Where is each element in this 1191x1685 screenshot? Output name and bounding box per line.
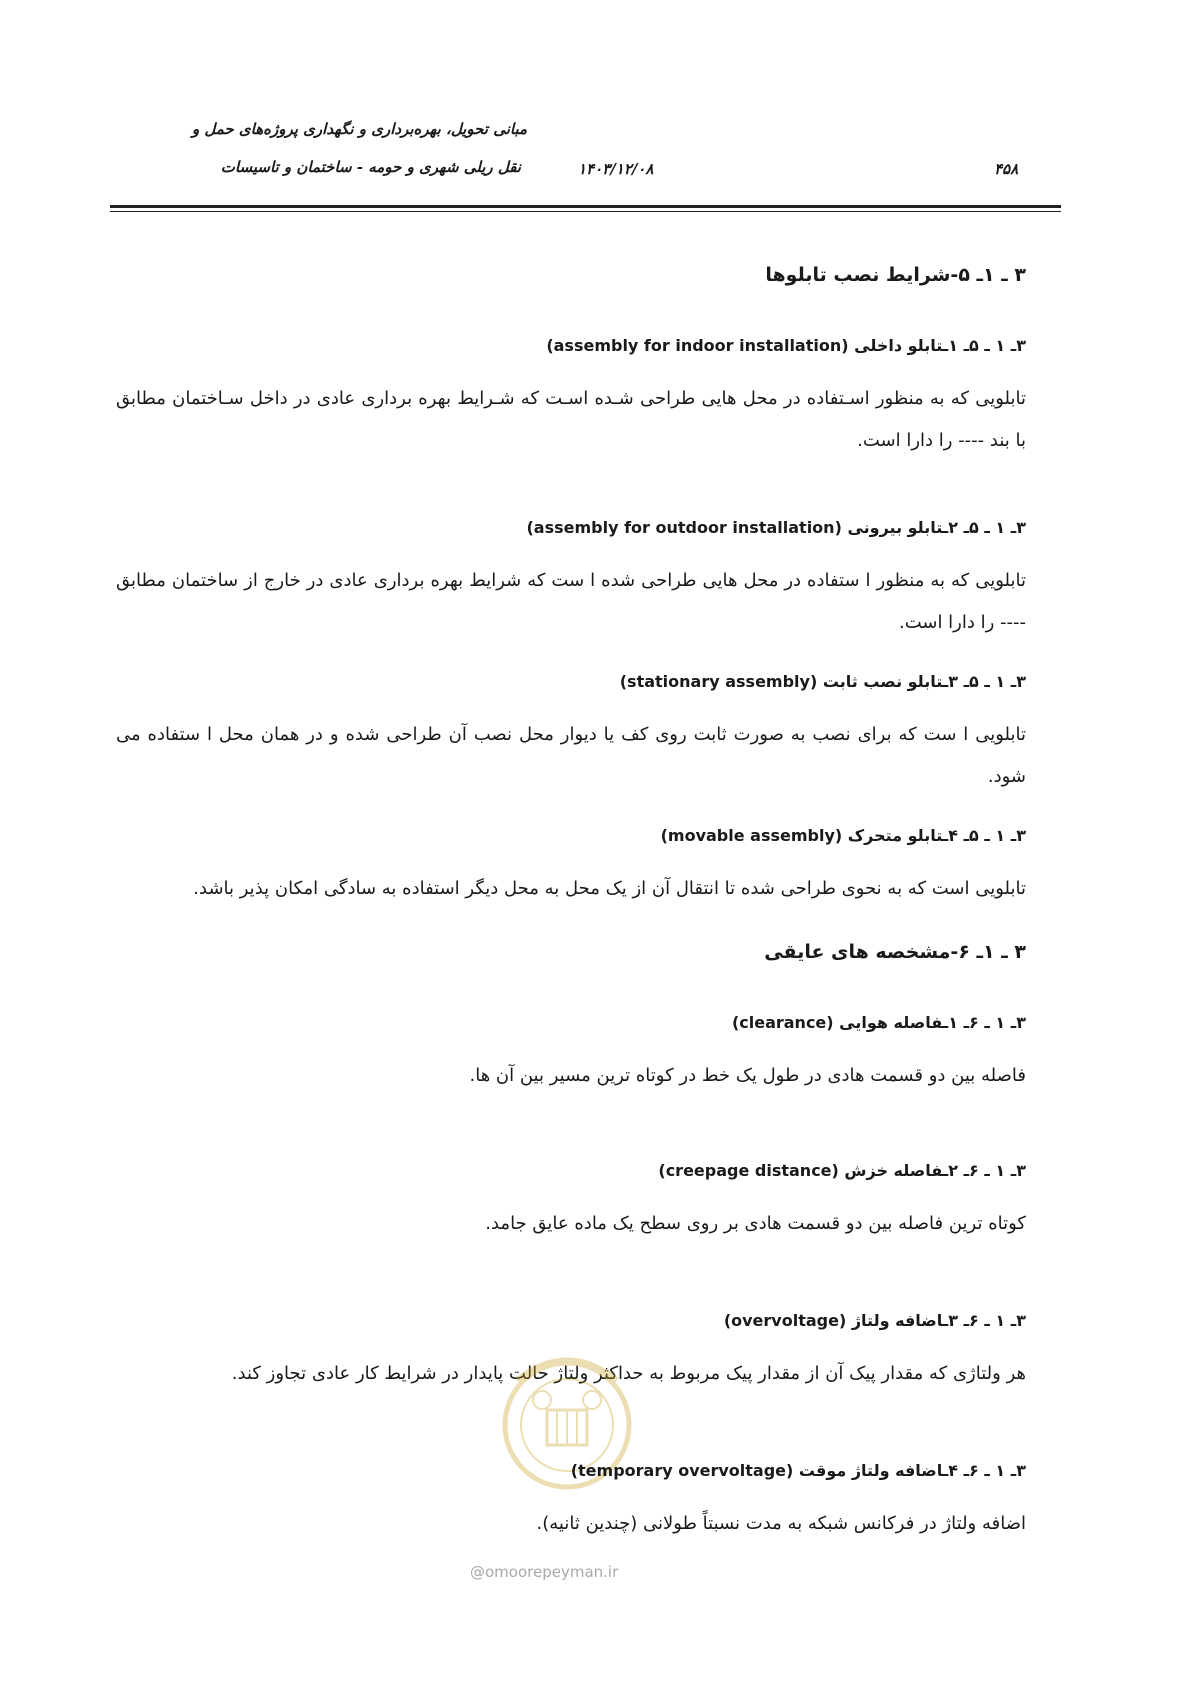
item-text: اضافه ولتاژ در فرکانس شبکه به مدت نسبتاً طولانی (چندین ثانیه). bbox=[536, 1513, 1026, 1534]
item-text: هر ولتاژی که مقدار پیک آن از مقدار پیک مربوط به حداکثر ولتاژ حالت پایدار در شرایط کار عادی تجاوز کند. bbox=[231, 1363, 1026, 1384]
section-heading: ۳ ـ ۱ـ ۵-شرایط نصب تابلوها bbox=[765, 264, 1026, 286]
section-heading: ۳ ـ ۱ـ ۶-مشخصه های عایقی bbox=[764, 941, 1026, 963]
item-text: تابلویی که به منظور اسـتفاده در محل هایی طراحی شـده اسـت که شـرایط بهره برداری عادی در داخل سـاختمان مطابق با بند ---- را دارا است. bbox=[116, 388, 1026, 451]
header-rule-thick bbox=[110, 205, 1061, 208]
item-title: ۳ـ ۱ ـ ۵ـ ۲ـتابلو بیرونی (assembly for outdoor installation) bbox=[526, 518, 1026, 537]
item-text: تابلویی ا ست که برای نصب به صورت ثابت روی کف یا دیوار محل نصب آن طراحی شده و در همان محل ا ستفاده می شود. bbox=[116, 724, 1026, 787]
page-number: ۴۵۸ bbox=[994, 160, 1019, 178]
item-text: تابلویی است که به نحوی طراحی شده تا انتقال آن از یک محل به محل دیگر استفاده به سادگی امکان پذیر باشد. bbox=[193, 878, 1026, 899]
item-title: ۳ـ ۱ ـ ۶ـ ۴ـاضافه ولتاژ موقت (temporary overvoltage) bbox=[570, 1461, 1026, 1480]
item-text: تابلویی که به منظور ا ستفاده در محل هایی طراحی شده ا ست که شرایط بهره برداری عادی در خارج از ساختمان مطابق ---- را دارا است. bbox=[116, 570, 1026, 633]
item-title: ۳ـ ۱ ـ ۶ـ ۳ـاضافه ولتاژ (overvoltage) bbox=[723, 1311, 1026, 1330]
item-title: ۳ـ ۱ ـ ۶ـ ۲ـفاصله خزش (creepage distance) bbox=[658, 1161, 1026, 1180]
item-title: ۳ـ ۱ ـ ۵ـ ۳ـتابلو نصب ثابت (stationary assembly) bbox=[619, 672, 1026, 691]
item-title: ۳ـ ۱ ـ ۵ـ ۱ـتابلو داخلی (assembly for indoor installation) bbox=[546, 336, 1026, 355]
watermark-text: @omoorepeyman.ir bbox=[470, 1563, 619, 1581]
item-title: ۳ـ ۱ ـ ۶ـ ۱ـفاصله هوایی (clearance) bbox=[731, 1013, 1026, 1032]
item-text: کوتاه ترین فاصله بین دو قسمت هادی بر روی سطح یک ماده عایق جامد. bbox=[485, 1213, 1026, 1234]
header-rule-thin bbox=[110, 211, 1061, 212]
item-text: فاصله بین دو قسمت هادی در طول یک خط در کوتاه ترین مسیر بین آن ها. bbox=[469, 1065, 1026, 1086]
header-title-line2: نقل ریلی شهری و حومه - ساختمان و تاسیسات bbox=[220, 158, 521, 176]
header-date: ۱۴۰۳/۱۲/۰۸ bbox=[578, 160, 654, 178]
item-title: ۳ـ ۱ ـ ۵ـ ۴ـتابلو متحرک (movable assembly) bbox=[660, 826, 1026, 845]
header-title-line1: مبانی تحویل، بهره‌برداری و نگهداری پروژه‌های حمل و bbox=[191, 120, 527, 138]
